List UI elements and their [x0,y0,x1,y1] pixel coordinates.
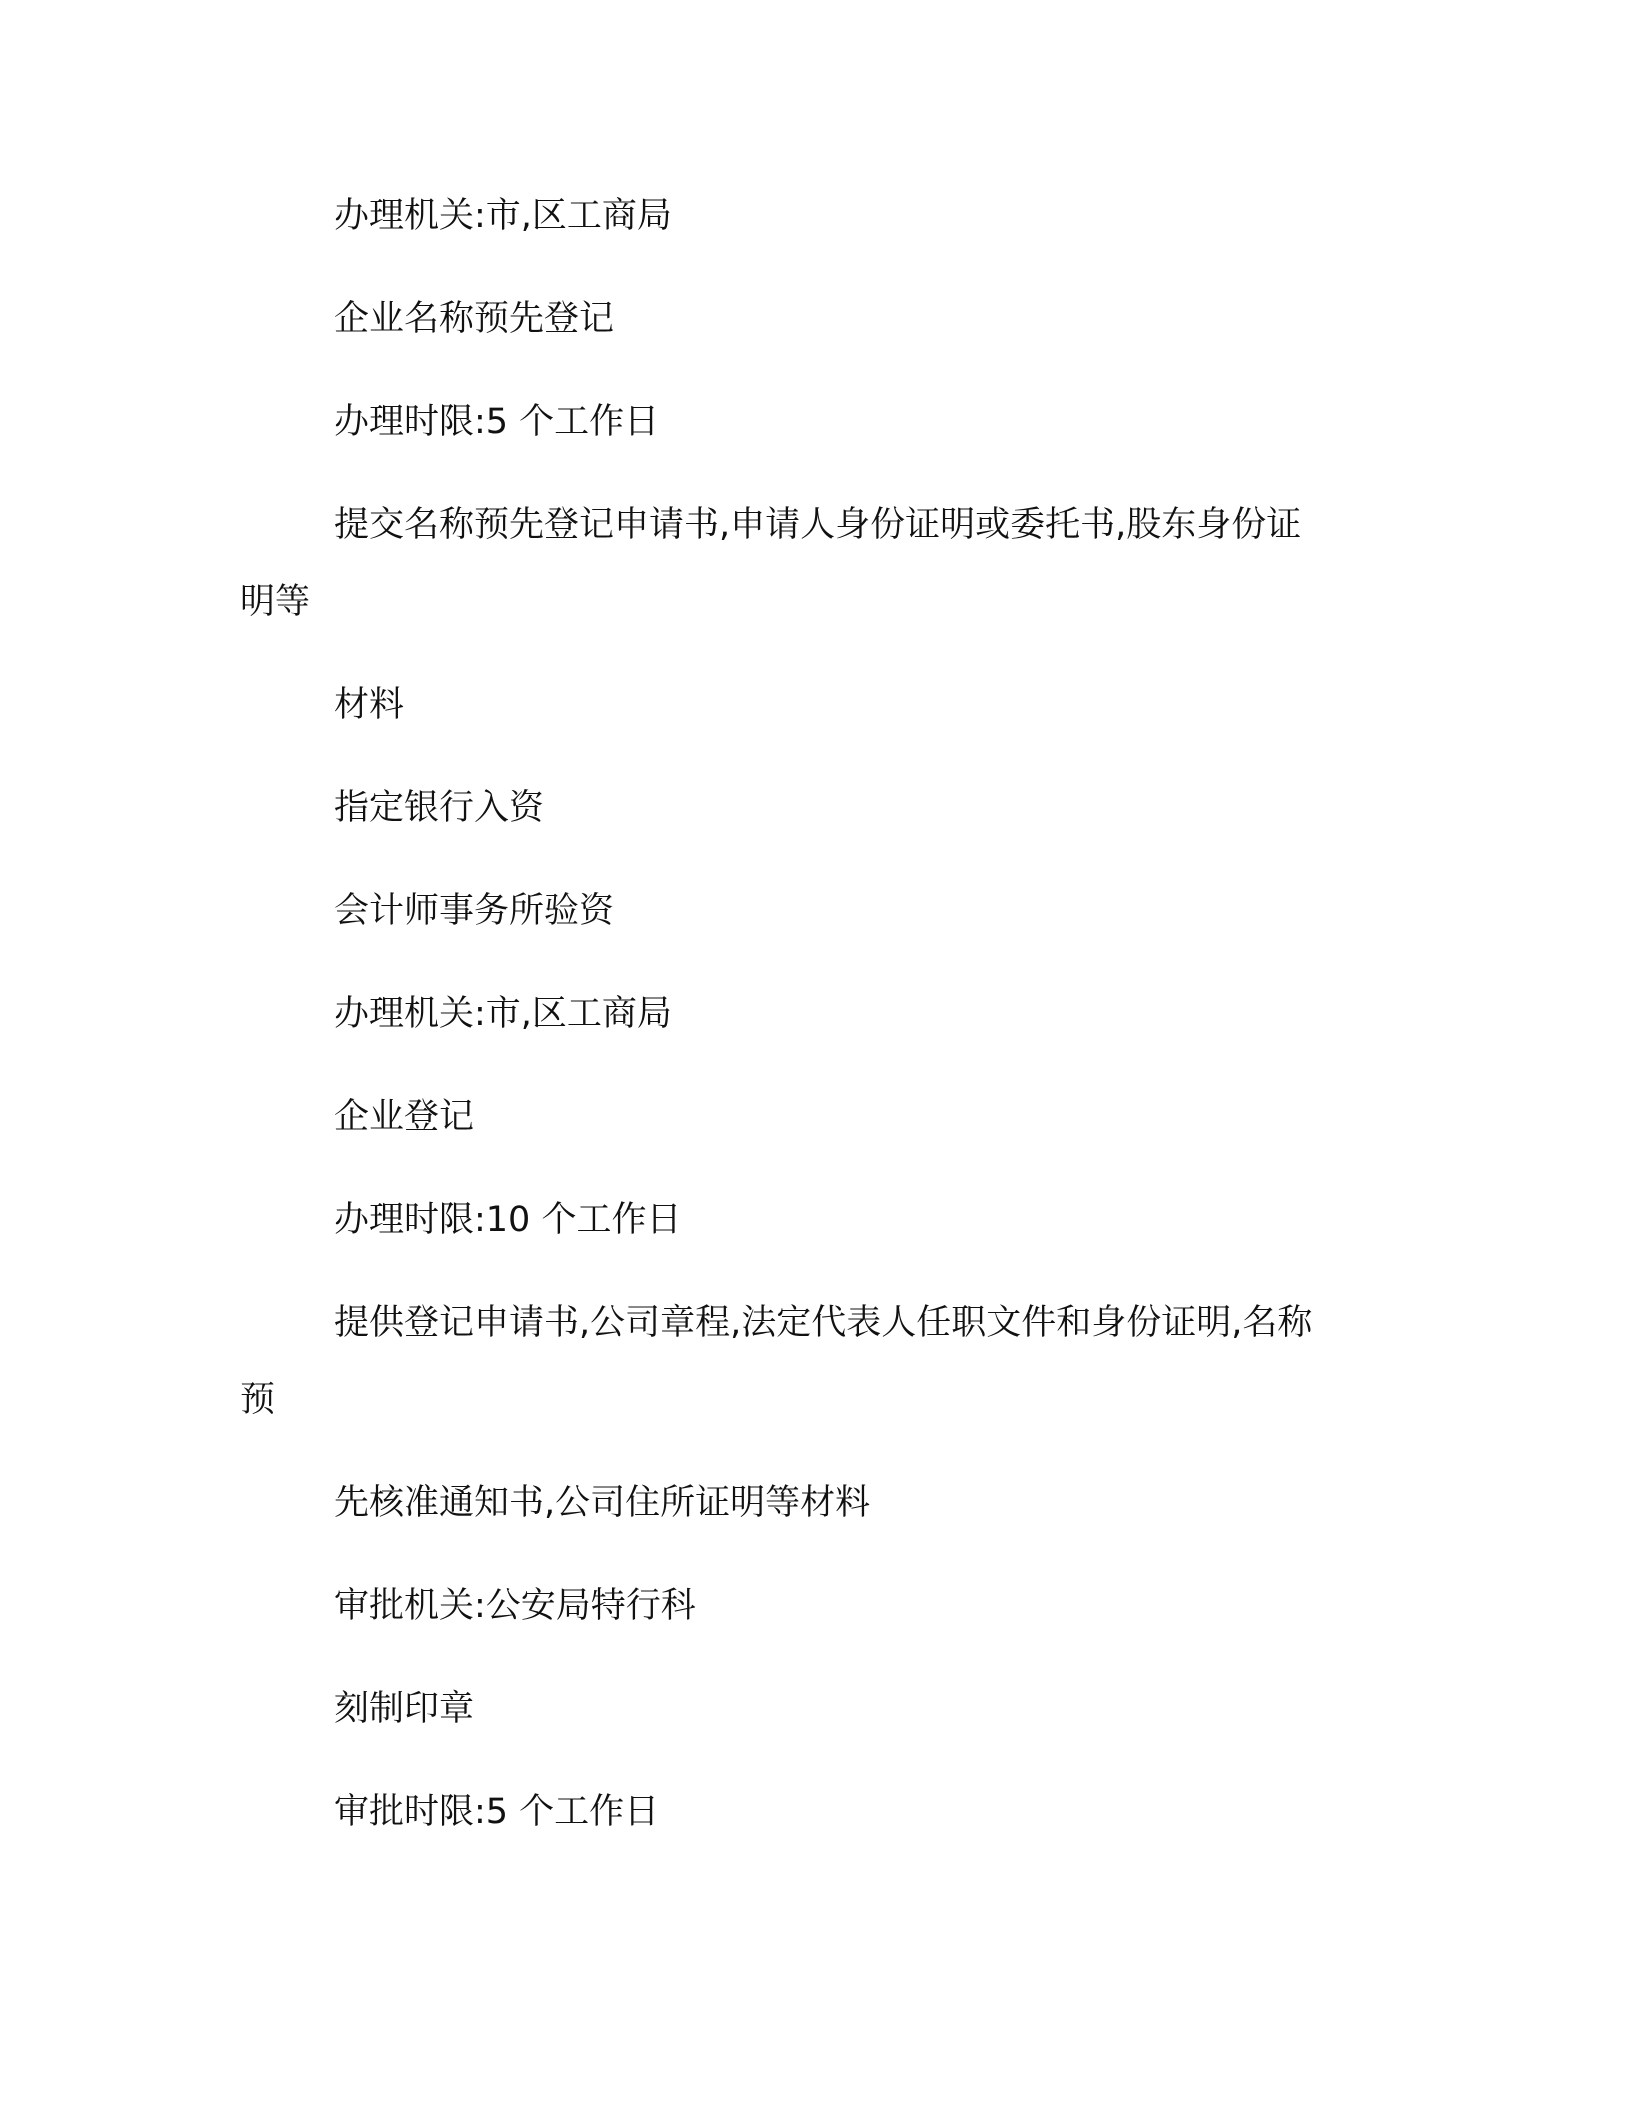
text-line: 企业名称预先登记 [334,299,615,339]
text-line: 材料 [334,685,405,725]
text-line: 办理机关:市,区工商局 [334,196,672,236]
text-line: 预 [240,1380,276,1420]
text-line: 提供登记申请书,公司章程,法定代表人任职文件和身份证明,名称 [334,1303,1313,1343]
text-line: 审批机关:公安局特行科 [334,1586,696,1626]
text-line: 办理时限:5 个工作日 [334,402,660,442]
text-line: 办理时限:10 个工作日 [334,1200,682,1240]
text-line: 先核准通知书,公司住所证明等材料 [334,1483,871,1523]
text-line: 刻制印章 [334,1689,475,1729]
text-line: 审批时限:5 个工作日 [334,1792,660,1832]
text-line: 办理机关:市,区工商局 [334,994,672,1034]
text-line: 指定银行入资 [334,788,545,828]
text-line: 会计师事务所验资 [334,891,615,931]
text-line: 企业登记 [334,1097,475,1137]
text-line: 明等 [240,582,311,622]
text-line: 提交名称预先登记申请书,申请人身份证明或委托书,股东身份证 [334,505,1302,545]
